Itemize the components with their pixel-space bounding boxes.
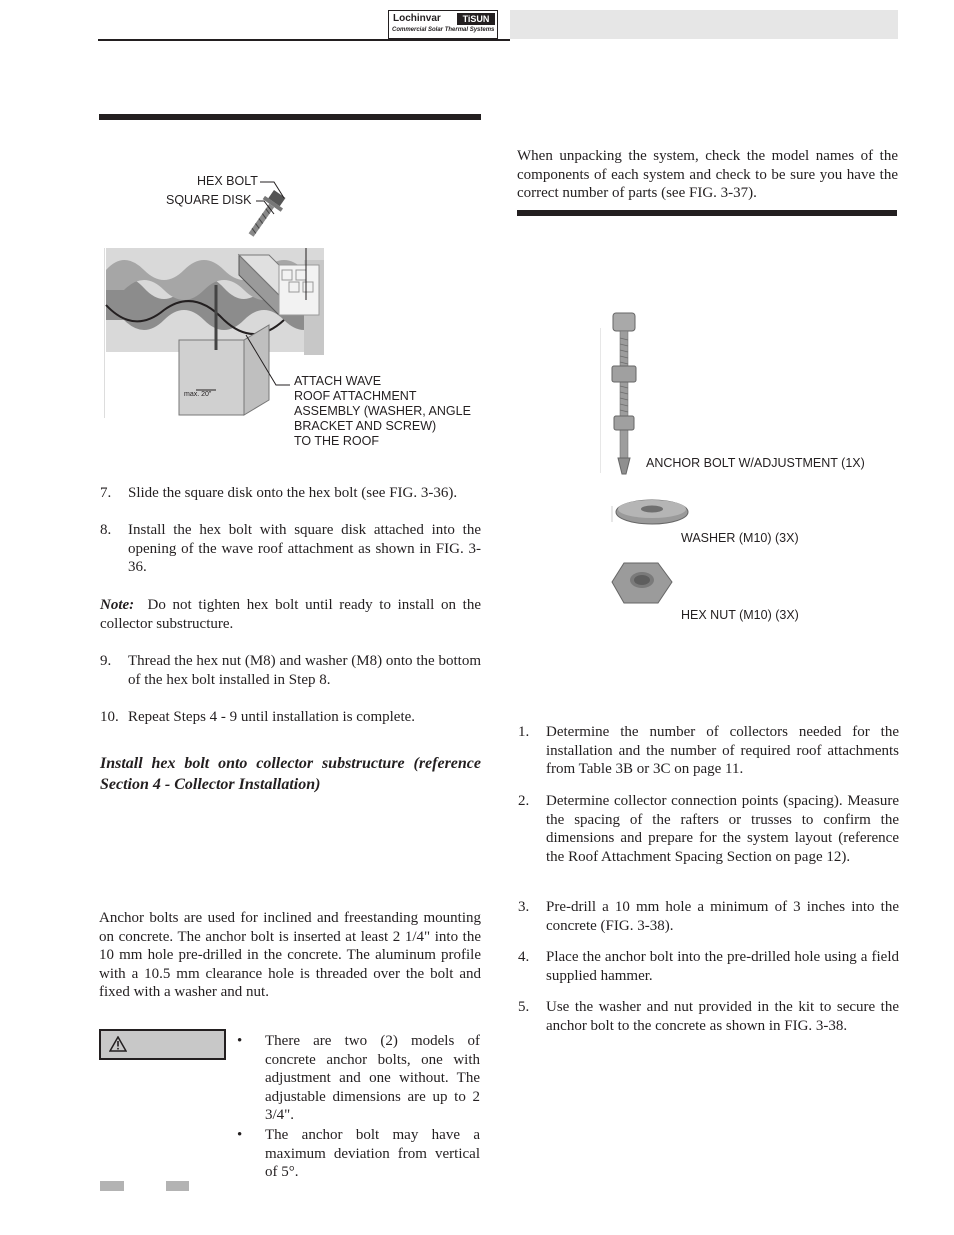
caution-bullet: [237, 1032, 480, 1126]
step-text: Slide the square disk onto the hex bolt (see FIG. 3-36).: [128, 485, 458, 501]
attach-label-line: ROOF ATTACHMENT: [294, 389, 417, 403]
step-number: 5.: [518, 999, 530, 1015]
list-item: [518, 898, 899, 938]
step-text: Thread the hex nut (M8) and washer (M8) onto the bottom of the hex bolt installed in Step 8.: [128, 653, 481, 688]
company-logo: [388, 10, 498, 39]
step-number: 8.: [100, 522, 112, 538]
hex-nut-image: [610, 560, 674, 606]
attach-label-line: TO THE ROOF: [294, 434, 379, 448]
anchor-bolt-label: ANCHOR BOLT W/ADJUSTMENT (1X): [646, 456, 865, 470]
note-label: Note:: [100, 597, 135, 613]
section-bar-right: [517, 210, 897, 216]
hex-nut-illustration: [610, 560, 674, 606]
step-number: 3.: [518, 899, 530, 915]
step-text: Pre-drill a 10 mm hole a minimum of 3 inches into the concrete (FIG. 3-38).: [546, 899, 899, 934]
list-item: [100, 484, 481, 504]
note-text: Do not tighten hex bolt until ready to install on the collector substructure.: [100, 597, 482, 632]
hex-nut-label: HEX NUT (M10) (3X): [681, 608, 799, 622]
list-item: [518, 723, 899, 781]
page-number-box: [166, 1181, 189, 1191]
step-text: Determine collector connection points (spacing). Measure the spacing of the rafters or trusses to confirm the dimensions and prepare for the system layout (reference the Roof Attachment Spacing Section on page 12).: [546, 793, 899, 865]
hex-bolt-label: HEX BOLT: [197, 174, 258, 188]
list-item: [518, 998, 899, 1038]
list-item: [518, 948, 899, 988]
bullet-text: There are two (2) models of concrete anchor bolts, one with adjustment and one without. The adjustable dimensions are up to 2 3/4".: [265, 1033, 480, 1124]
step-text: Install the hex bolt with square disk attached into the opening of the wave roof attachment as shown in FIG. 3-36.: [128, 522, 481, 576]
list-item: [100, 708, 481, 728]
attach-label-line: ATTACH WAVE: [294, 374, 382, 388]
attach-label-line: ASSEMBLY (WASHER, ANGLE: [294, 404, 471, 418]
step-number: 10.: [100, 709, 119, 725]
page-number-box: [100, 1181, 124, 1191]
step-text: Repeat Steps 4 - 9 until installation is complete.: [128, 709, 416, 725]
bullet-dot-icon: •: [237, 1127, 243, 1143]
unpack-paragraph: When unpacking the system, check the model names of the components of each system and check to be sure you have the correct number of parts (see FIG. 3-37).: [517, 148, 898, 202]
step-number: 9.: [100, 653, 112, 669]
attach-assembly-label: [294, 374, 494, 449]
warning-triangle-icon: [109, 1036, 127, 1052]
logo-tagline: Commercial Solar Thermal Systems: [392, 27, 495, 33]
washer-illustration: [610, 496, 690, 528]
step-text: Place the anchor bolt into the pre-drilled hole using a field supplied hammer.: [546, 949, 899, 984]
anchor-bolt-illustration: [600, 308, 660, 478]
note-paragraph: [100, 596, 481, 633]
max-dimension-label: max. 20": [184, 391, 212, 398]
caution-label-box: [99, 1029, 226, 1060]
washer-image: [610, 496, 690, 528]
square-disk-label: SQUARE DISK: [166, 193, 252, 207]
caution-bullet: [237, 1126, 480, 1184]
section-bar-left: [99, 114, 481, 120]
list-item: [100, 521, 481, 579]
list-item: [100, 652, 481, 692]
step-number: 2.: [518, 793, 530, 809]
step-text: Determine the number of collectors needed for the installation and the number of required roof attachments from Table 3B or 3C on page 11.: [546, 724, 899, 778]
italic-heading: Install hex bolt onto collector substructure (reference Section 4 - Collector Installation): [100, 755, 481, 793]
step-number: 7.: [100, 485, 112, 501]
step-number: 4.: [518, 949, 530, 965]
bullet-dot-icon: •: [237, 1033, 243, 1049]
header-rule: [98, 39, 510, 41]
logo-brand: Lochinvar: [393, 13, 441, 24]
list-item: [518, 792, 899, 887]
anchor-bolt-image: [600, 308, 660, 478]
step-text: Use the washer and nut provided in the kit to secure the anchor bolt to the concrete as shown in FIG. 3-38.: [546, 999, 899, 1034]
bullet-text: The anchor bolt may have a maximum deviation from vertical of 5°.: [265, 1127, 480, 1181]
header-band: [510, 10, 898, 39]
step-number: 1.: [518, 724, 530, 740]
logo-partner: TiSUN: [457, 13, 495, 25]
anchor-intro-paragraph: Anchor bolts are used for inclined and freestanding mounting on concrete. The anchor bolt is inserted at least 2 1/4" into the 10 mm hole pre-drilled in the concrete. The aluminum profile with a 10.5 mm clearance hole is threaded over the bolt and fixed with a washer and nut.: [99, 910, 481, 1001]
washer-label: WASHER (M10) (3X): [681, 531, 799, 545]
attach-label-line: BRACKET AND SCREW): [294, 419, 437, 433]
